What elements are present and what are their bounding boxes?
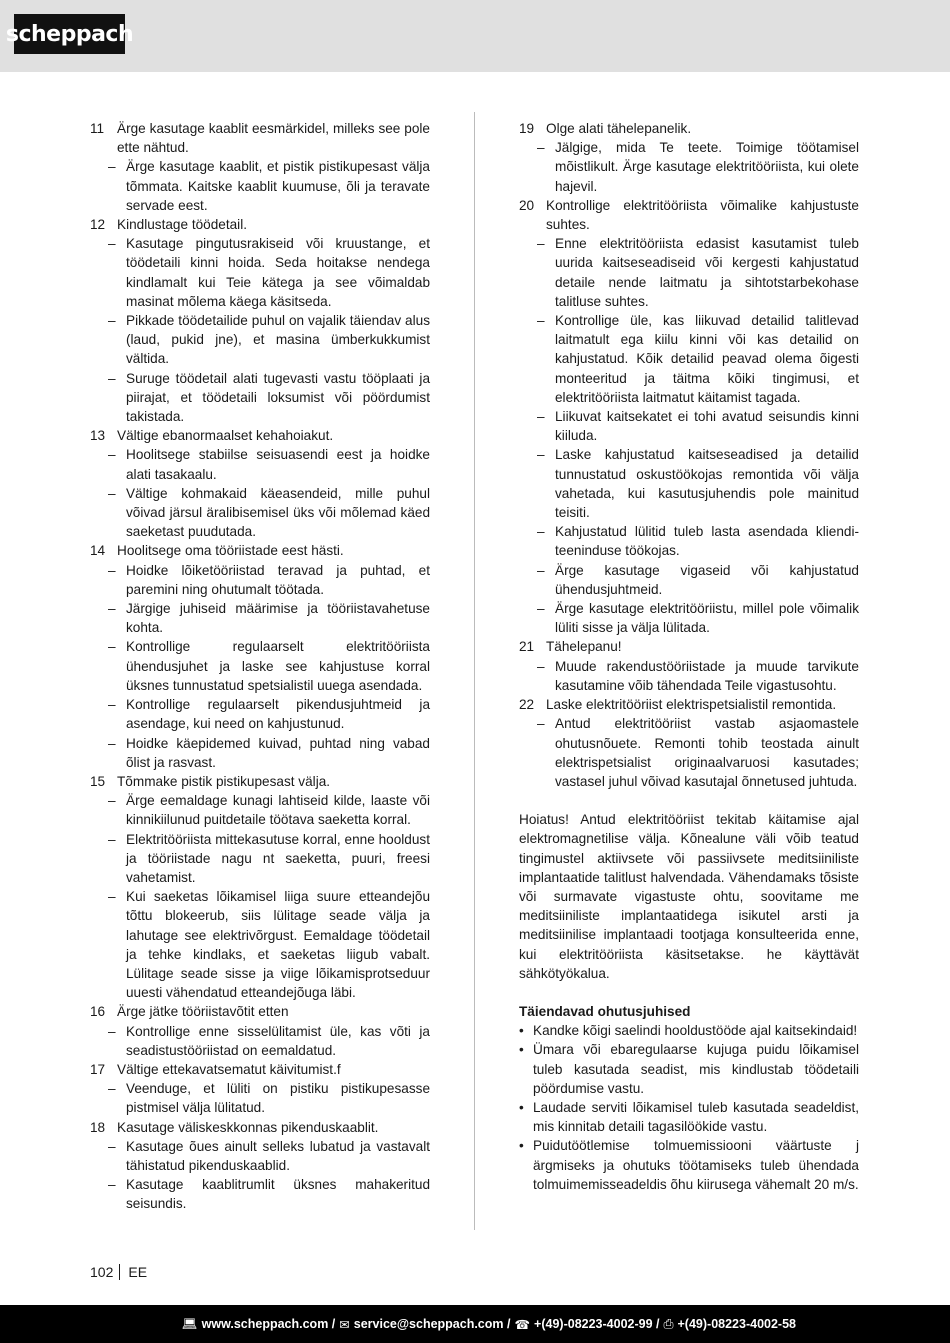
sub-item <box>537 657 859 695</box>
list-item <box>90 1118 430 1137</box>
dash-marker: – <box>108 1081 116 1097</box>
sub-item-text: Järgige juhiseid määrimise ja tööriistavahetuse kohta. <box>126 601 430 636</box>
bullet-marker: • <box>519 1023 524 1039</box>
item-text: Hoolitsege oma tööriistade eest hästi. <box>117 543 344 559</box>
sub-item-text: Enne elektritööriista edasist kasutamist tuleb uurida kaitseseadiseid või kergesti kahjustatud detaile nende laitmatu ja sihtotstarbekohase talitluse suhtes. <box>555 236 859 309</box>
dash-marker: – <box>537 524 545 540</box>
sub-item-text: Hoidke lõiketööriistad teravad ja puhtad, et paremini ning ohutumalt töötada. <box>126 562 430 597</box>
sub-item-text: Elektritööriista mittekasutuse korral, enne hooldust ja tööriistade nagu nt saeketta, puuri, freesi vahetamist. <box>126 831 430 885</box>
dash-marker: – <box>108 735 116 751</box>
sub-item <box>108 734 430 772</box>
right-column <box>519 119 859 1194</box>
sub-item <box>537 599 859 637</box>
item-number: 16 <box>90 1004 106 1020</box>
item-text: Kindlustage töödetail. <box>117 217 247 233</box>
sub-item-text: Hoidke käepidemed kuivad, puhtad ning vabad õlist ja rasvast. <box>126 735 430 770</box>
list-item <box>90 1002 430 1021</box>
page-header <box>0 0 950 72</box>
dash-marker: – <box>108 1177 116 1193</box>
sub-item <box>108 1175 430 1213</box>
right-items <box>519 119 859 791</box>
item-number: 13 <box>90 428 106 444</box>
sub-item <box>108 157 430 215</box>
dash-marker: – <box>108 485 116 501</box>
list-item <box>90 1060 430 1079</box>
list-item <box>90 119 430 157</box>
sub-item <box>108 887 430 1002</box>
sub-item <box>108 637 430 695</box>
dash-marker: – <box>108 639 116 655</box>
bullet-text: Puidutöötlemise tolmuemissiooni väärtuste j ärgmiseks ja ohutuks töötamiseks tuleb ühendada tolmuimemisseadeldis õhu kiirusega vähemalt 20 m/s. <box>533 1138 859 1192</box>
item-number: 14 <box>90 543 106 559</box>
item-number: 22 <box>519 697 535 713</box>
sub-item-text: Jälgige, mida Te teete. Toimige töötamisel mõistlikult. Ärge kasutage elektritööriista, kui olete hajevil. <box>555 140 859 194</box>
item-text: Olge alati tähelepanelik. <box>546 121 692 136</box>
list-item <box>519 196 859 234</box>
dash-marker: – <box>537 716 545 732</box>
item-text: Laske elektritööriist elektrispetsialistil remontida. <box>546 697 837 713</box>
sub-item <box>108 599 430 637</box>
sub-item <box>537 714 859 791</box>
sub-item <box>108 791 430 829</box>
sub-item-text: Kontrollige üle, kas liikuvad detailid talitlevad laitmatult ega kiilu kinni või kas detailid on kahjustatud. Kõik detailid peavad olema õigesti monteeritud ja täitma kõiki tingimusi, et elektritööriista laitmatut käitamist tagada. <box>555 313 859 405</box>
sub-item <box>537 138 859 196</box>
sub-item-text: Ärge kasutage vigaseid või kahjustatud ühendusjuhtmeid. <box>555 562 859 597</box>
warning-paragraph: Hoiatus! Antud elektritööriist tekitab käitamise ajal elektromagnetilise välja. Kõnealune väli võib teatud tingimustel aktiivsete või passiivsete meditsiiniliste implantaatide talitlust halvendada. Vähendamaks tõsiste või surmavate vigastuste ohtu, soovitame me meditsiiniliste implantaatidega isikutel arsti ja meditsiinilise implantaadi tootjaga konsulteerida enne, kui elektritööriista käsitsetakse. he käyttävät sähkötyökalua. <box>519 812 859 981</box>
sub-item-text: Kontrollige regulaarselt pikendusjuhtmeid ja asendage, kui need on kahjustunud. <box>126 697 430 732</box>
sub-item <box>108 1079 430 1117</box>
item-text: Kontrollige elektritööriista võimalike kahjustuste suhtes. <box>546 197 859 233</box>
bullet-marker: • <box>519 1042 524 1058</box>
list-item <box>519 119 859 138</box>
sub-item <box>108 369 430 427</box>
sub-item-text: Hoolitsege stabiilse seisuasendi eest ja hoidke alati tasakaalu. <box>126 447 430 482</box>
item-number: 21 <box>519 639 535 655</box>
sub-item-text: Muude rakendustööriistade ja muude tarvikute kasutamine võib tähendada Teile vigastusohtu. <box>555 658 859 693</box>
sub-item-text: Veenduge, et lüliti on pistiku pistikupesasse pistmisel välja lülitatud. <box>126 1081 430 1116</box>
additional-bullets <box>519 1021 859 1194</box>
dash-marker: – <box>108 159 116 175</box>
sub-item-text: Ärge kasutage kaablit, et pistik pistikupesast välja tõmmata. Kaitske kaablit kuumuse, õli ja teravate servade eest. <box>126 159 430 213</box>
sub-item <box>108 445 430 483</box>
page-footer <box>0 1305 950 1343</box>
sub-item <box>537 407 859 445</box>
sub-item <box>537 311 859 407</box>
dash-marker: – <box>108 889 116 905</box>
sub-item-text: Pikkade töödetailide puhul on vajalik täiendav alus (laud, pukid jne), et masina ümberkukkumist vältida. <box>126 313 430 367</box>
sub-item <box>108 830 430 888</box>
dash-marker: – <box>537 140 545 156</box>
footer-fax: +(49)-08223-4002-58 <box>677 1317 796 1331</box>
bullet-text: Ümara või ebaregulaarse kujuga puidu lõikamisel tuleb kasutada seadist, mis kindlustab töödetaili pöördumise vastu. <box>533 1042 859 1096</box>
dash-marker: – <box>108 793 116 809</box>
sub-item-text: Liikuvat kaitsekatet ei tohi avatud seisundis kinni kiiluda. <box>555 409 859 444</box>
page-language: EE <box>128 1264 148 1280</box>
list-item <box>90 215 430 234</box>
item-number: 17 <box>90 1061 106 1077</box>
sub-item-text: Suruge töödetail alati tugevasti vastu tööplaati ja piirajat, et töödetaili loksumist või pöördumist takistada. <box>126 370 430 425</box>
sub-item <box>108 311 430 369</box>
item-number: 15 <box>90 773 106 789</box>
sub-item <box>537 522 859 560</box>
sub-item <box>108 561 430 599</box>
dash-marker: – <box>108 447 116 463</box>
computer-icon: 💻︎ <box>181 1316 198 1331</box>
bullet-text: Kandke kõigi saelindi hooldustööde ajal kaitsekindaid! <box>533 1023 858 1039</box>
dash-marker: – <box>108 370 116 386</box>
sub-item-text: Kasutage pingutusrakiseid või kruustange, et töödetaili kinni hoida. Seda hoitakse nendega kindlamalt kui Teie kätega ja see võimaldab masinat mõlema käega käsitseda. <box>126 236 430 309</box>
additional-safety-heading: Täiendavad ohutusjuhised <box>519 1003 691 1019</box>
sub-item-text: Kontrollige enne sisselülitamist üle, kas võti ja seadistustööriistad on eemaldatud. <box>126 1023 430 1058</box>
bullet-text: Laudade serviti lõikamisel tuleb kasutada seadeldist, mis kinnitab detaili tagasilöökide vastu. <box>533 1099 859 1135</box>
item-text: Vältige ebanormaalset kehahoiakut. <box>117 428 334 444</box>
column-divider <box>474 112 475 1230</box>
item-number: 12 <box>90 217 106 233</box>
page-number-value: 102 <box>90 1264 114 1280</box>
mail-icon: ✉︎ <box>339 1317 350 1332</box>
item-number: 11 <box>90 121 105 136</box>
item-text: Tõmmake pistik pistikupesast välja. <box>117 773 331 789</box>
item-number: 18 <box>90 1119 106 1135</box>
sub-item <box>108 484 430 542</box>
bullet-item <box>519 1021 859 1040</box>
item-number: 20 <box>519 197 535 213</box>
item-number: 19 <box>519 121 535 136</box>
dash-marker: – <box>537 601 545 617</box>
footer-web[interactable]: www.scheppach.com / <box>201 1317 336 1331</box>
bullet-marker: • <box>519 1138 524 1154</box>
sub-item-text: Ärge eemaldage kunagi lahtiseid kilde, laaste või kinnikiilunud puitdetaile töötava saeketta korral. <box>126 793 430 828</box>
sub-item <box>537 445 859 522</box>
item-text: Kasutage väliskeskkonnas pikenduskaablit. <box>117 1119 379 1135</box>
bullet-item <box>519 1098 859 1136</box>
sub-item <box>108 234 430 311</box>
item-text: Ärge jätke tööriistavõtit etten <box>117 1004 289 1020</box>
list-item <box>90 426 430 445</box>
left-column <box>90 119 430 1214</box>
sub-item-text: Kontrollige regulaarselt elektritööriista ühendusjuhet ja laske see kahjustuse korral üksnes tunnustatud spetsialistil uuega asendada. <box>126 639 430 693</box>
list-item <box>519 695 859 714</box>
bullet-item <box>519 1136 859 1194</box>
sub-item <box>108 695 430 733</box>
sub-item <box>537 561 859 599</box>
dash-marker: – <box>108 601 116 617</box>
dash-marker: – <box>108 831 116 847</box>
dash-marker: – <box>108 313 116 329</box>
footer-phone: +(49)-08223-4002-99 / <box>534 1317 660 1331</box>
sub-item-text: Vältige kohmakaid käeasendeid, mille puhul võivad järsul äralibisemisel üks või mõlemad käed saeketast puudutada. <box>126 485 430 540</box>
sub-item-text: Kahjustatud lülitid tuleb lasta asendada klienditeeninduse töökojas. <box>555 524 859 559</box>
sub-item-text: Kasutage õues ainult selleks lubatud ja vastavalt tähistatud pikenduskaablid. <box>126 1138 430 1173</box>
dash-marker: – <box>537 236 545 252</box>
dash-marker: – <box>108 236 116 252</box>
dash-marker: – <box>108 697 116 713</box>
item-text: Tähelepanu! <box>546 639 622 655</box>
bullet-item <box>519 1040 859 1098</box>
sub-item-text: Kui saeketas lõikamisel liiga suure etteandejõu tõttu blokeerub, siis lülitage seade välja ja lahutage see elektrivõrgust. Eemaldage töödetail ja tehke kindlaks, et saeketas liigub vabalt. Lülitage seade sisse ja viige lõikamisprotseduur uuesti vähendatud etteandejõuga läbi. <box>126 889 430 1001</box>
dash-marker: – <box>537 313 545 329</box>
sub-item-text: Laske kahjustatud kaitseseadised ja detailid tunnustatud oskustöökojas remontida või välja vahetada, kui kasutusjuhendis pole mainitud teisiti. <box>555 447 859 521</box>
list-item <box>90 772 430 791</box>
sub-item <box>108 1137 430 1175</box>
dash-marker: – <box>108 1138 116 1154</box>
item-text: Ärge kasutage kaablit eesmärkidel, milleks see pole ette nähtud. <box>117 121 430 156</box>
list-item <box>90 541 430 560</box>
footer-email[interactable]: service@scheppach.com / <box>353 1317 511 1331</box>
list-item <box>519 637 859 656</box>
page-separator <box>119 1264 120 1280</box>
dash-marker: – <box>537 447 545 463</box>
dash-marker: – <box>537 658 545 674</box>
sub-item-text: Ärge kasutage elektritööriistu, millel pole võimalik lüliti sisse ja välja lülitada. <box>555 601 859 636</box>
bullet-marker: • <box>519 1099 524 1115</box>
dash-marker: – <box>108 562 116 578</box>
sub-item <box>108 1022 430 1060</box>
dash-marker: – <box>537 409 545 425</box>
page-number <box>90 1264 147 1280</box>
dash-marker: – <box>537 562 545 578</box>
fax-icon: ⎙︎ <box>663 1316 674 1331</box>
dash-marker: – <box>108 1023 116 1039</box>
item-text: Vältige ettekavatsematut käivitumist.f <box>117 1061 341 1077</box>
sub-item <box>537 234 859 311</box>
scheppach-logo: scheppach <box>14 14 125 54</box>
sub-item-text: Antud elektritööriist vastab asjaomastele ohutusnõuete. Remonti tohib teostada ainult elektrispetsialist originaalvaruosi kasutades; vastasel juhul võivad kasutajal õnnetused juhtuda. <box>555 716 859 789</box>
phone-icon: ☎︎ <box>514 1317 531 1332</box>
sub-item-text: Kasutage kaablitrumlit üksnes mahakeritud seisundis. <box>126 1177 430 1212</box>
